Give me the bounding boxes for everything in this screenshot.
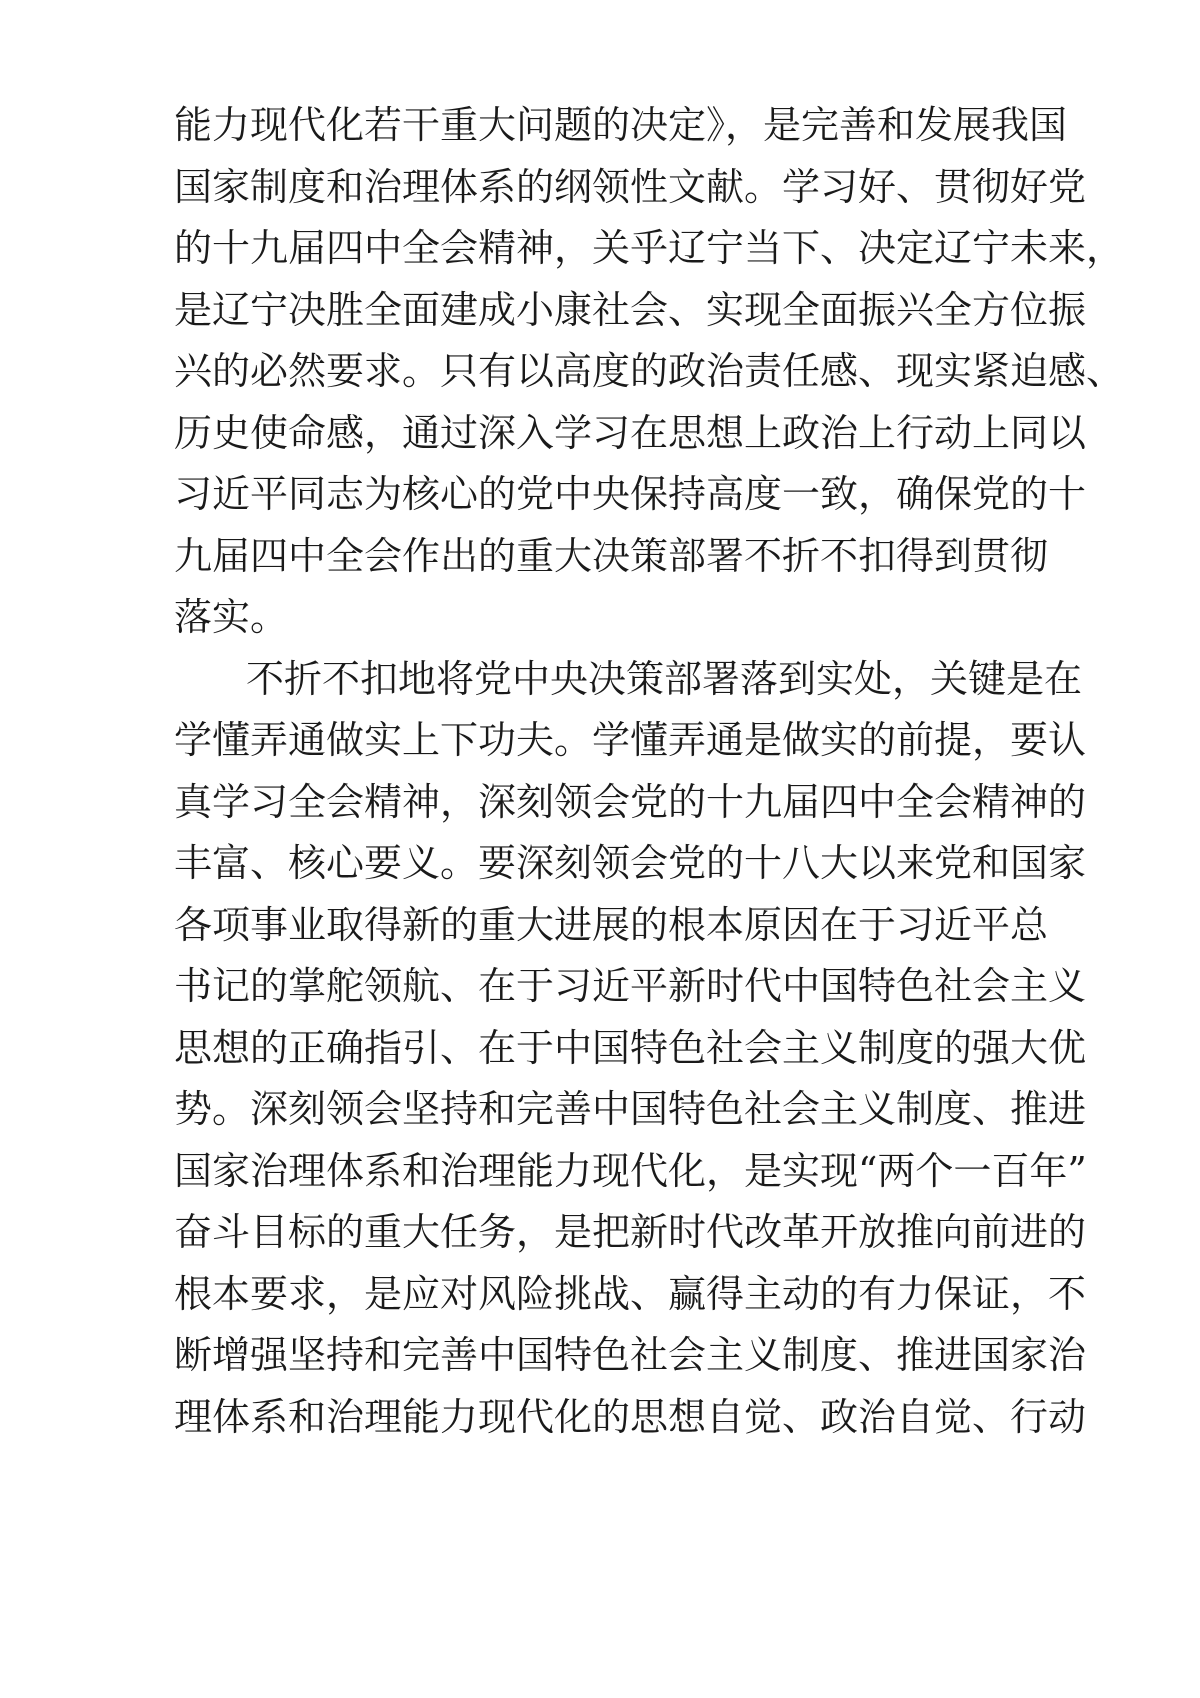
text-line-14: 各项事业取得新的重大进展的根本原因在于习近平总 bbox=[174, 902, 1049, 947]
text-line-22: 理体系和治理能力现代化的思想自觉、政治自觉、行动 bbox=[174, 1394, 1087, 1439]
text-line-2: 国家制度和治理体系的纲领性文献。学习好、贯彻好党 bbox=[174, 164, 1087, 209]
text-line-9: 落实。 bbox=[174, 595, 289, 639]
text-line-8: 九届四中全会作出的重大决策部署不折不扣得到贯彻 bbox=[174, 533, 1049, 578]
body-text bbox=[174, 95, 1125, 1448]
text-line-21: 断增强坚持和完善中国特色社会主义制度、推进国家治 bbox=[174, 1333, 1087, 1377]
text-line-6: 历史使命感，通过深入学习在思想上政治上行动上同以 bbox=[174, 410, 1087, 455]
text-line-20: 根本要求，是应对风险挑战、赢得主动的有力保证，不 bbox=[174, 1271, 1087, 1316]
text-line-18: 国家治理体系和治理能力现代化，是实现“两个一百年” bbox=[174, 1148, 1087, 1193]
text-line-17: 势。深刻领会坚持和完善中国特色社会主义制度、推进 bbox=[174, 1087, 1087, 1131]
text-line-10: 不折不扣地将党中央决策部署落到实处，关键是在 bbox=[246, 656, 1083, 701]
text-line-12: 真学习全会精神，深刻领会党的十九届四中全会精神的 bbox=[174, 779, 1087, 824]
text-line-13: 丰富、核心要义。要深刻领会党的十八大以来党和国家 bbox=[174, 841, 1087, 885]
text-line-1: 能力现代化若干重大问题的决定》，是完善和发展我国 bbox=[174, 103, 1068, 147]
text-line-16: 思想的正确指引、在于中国特色社会主义制度的强大优 bbox=[174, 1025, 1087, 1070]
text-line-3: 的十九届四中全会精神，关乎辽宁当下、决定辽宁未来， bbox=[174, 226, 1125, 270]
text-line-5: 兴的必然要求。只有以高度的政治责任感、现实紧迫感、 bbox=[174, 349, 1125, 393]
text-line-7: 习近平同志为核心的党中央保持高度一致，确保党的十 bbox=[174, 472, 1087, 516]
text-line-4: 是辽宁决胜全面建成小康社会、实现全面振兴全方位振 bbox=[174, 287, 1087, 332]
text-line-15: 书记的掌舵领航、在于习近平新时代中国特色社会主义 bbox=[174, 964, 1087, 1008]
text-line-11: 学懂弄通做实上下功夫。学懂弄通是做实的前提，要认 bbox=[174, 718, 1087, 762]
text-line-19: 奋斗目标的重大任务，是把新时代改革开放推向前进的 bbox=[174, 1210, 1087, 1254]
